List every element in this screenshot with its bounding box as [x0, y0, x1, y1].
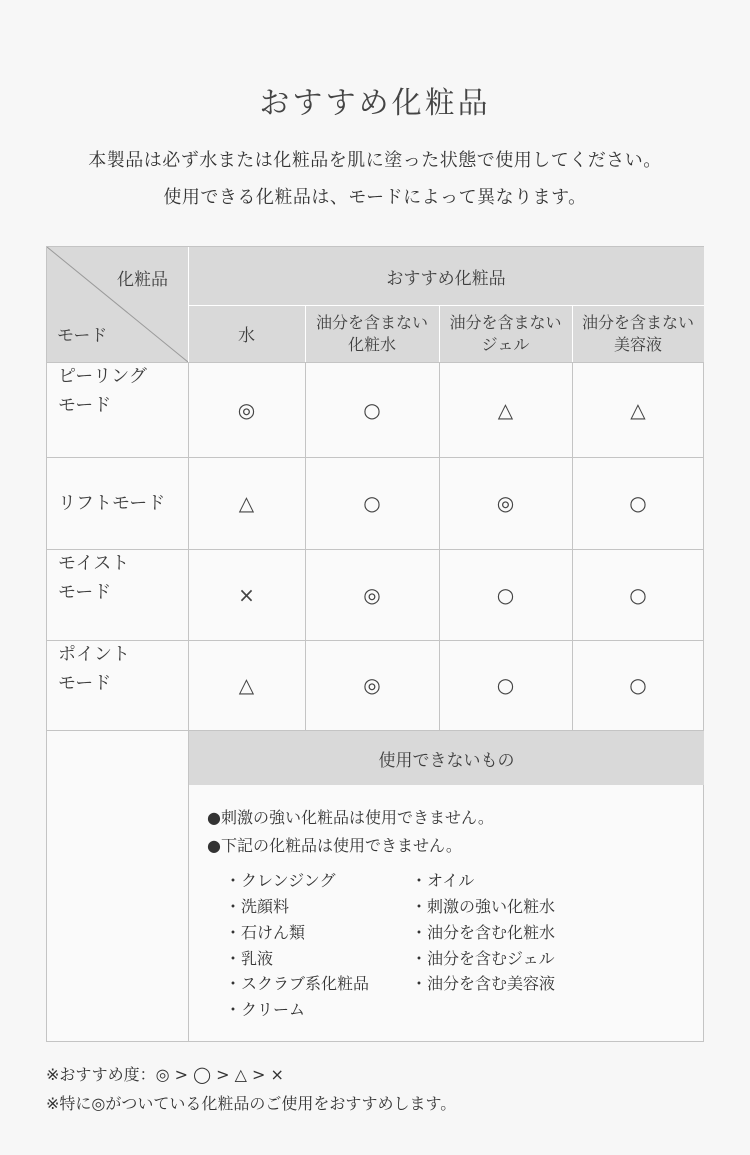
footnote-rating-scale: ※おすすめ度：◎ > ◯ > △ > ×: [46, 1065, 284, 1084]
list-item: ・洗顔料: [225, 897, 290, 916]
intro-line-1: 本製品は必ず水または化粧品を肌に塗った状態で使用してください。: [88, 150, 662, 171]
mark-moist-toner: ◎: [363, 582, 381, 607]
corner-header-cell: [47, 247, 188, 362]
list-item: ・クレンジング: [225, 871, 336, 890]
mode-moist: モイスト モード: [58, 553, 130, 603]
list-item: ・クリーム: [225, 1000, 306, 1019]
corner-label-mode: モード: [57, 326, 108, 346]
footnote-recommendation: ※特に◎がついている化粧品のご使用をおすすめします。: [46, 1094, 457, 1113]
unusable-header: 使用できないもの: [189, 731, 704, 785]
mark-moist-water: ×: [238, 582, 255, 607]
unusable-note-1: ●刺激の強い化粧品は使用できません。: [207, 808, 494, 827]
mode-point: ポイント モード: [58, 644, 130, 694]
compatibility-table: [46, 246, 704, 1042]
mode-lift: リフトモード: [58, 492, 166, 514]
list-item: ・油分を含むジェル: [411, 949, 555, 968]
corner-label-cosmetics: 化粧品: [117, 270, 168, 290]
column-header-water: 水: [188, 305, 305, 362]
mark-peeling-gel: △: [497, 397, 514, 422]
list-item: ・刺激の強い化粧水: [411, 897, 556, 916]
list-item: ・スクラブ系化粧品: [225, 974, 370, 993]
mark-point-water: △: [238, 673, 255, 697]
mark-lift-toner: ○: [363, 491, 381, 515]
list-item: ・乳液: [225, 949, 274, 968]
list-item: ・石けん類: [225, 923, 306, 942]
column-header-serum: 油分を含まない 美容液: [572, 305, 704, 362]
mark-moist-serum: ○: [629, 582, 647, 607]
mark-lift-serum: ○: [629, 491, 647, 515]
mark-peeling-toner: ○: [363, 397, 381, 422]
mark-peeling-serum: △: [630, 397, 646, 422]
list-item: ・オイル: [411, 871, 475, 890]
page-title: おすすめ化粧品: [259, 86, 491, 121]
mark-lift-gel: ◎: [496, 491, 515, 515]
mark-peeling-water: ◎: [237, 397, 256, 422]
mark-point-toner: ◎: [363, 673, 381, 697]
mark-point-gel: ○: [496, 673, 515, 697]
group-header-recommended: おすすめ化粧品: [188, 247, 704, 305]
unusable-note-2: ●下記の化粧品は使用できません。: [207, 836, 462, 855]
mark-point-serum: ○: [629, 673, 647, 697]
list-item: ・油分を含む化粧水: [411, 923, 556, 942]
column-header-toner: 油分を含まない 化粧水: [305, 305, 439, 362]
mode-peeling: ピーリング モード: [58, 366, 147, 416]
mark-lift-water: △: [238, 491, 255, 515]
list-item: ・油分を含む美容液: [411, 974, 556, 993]
mark-moist-gel: ○: [496, 582, 515, 607]
column-header-gel: 油分を含まない ジェル: [439, 305, 572, 362]
intro-line-2: 使用できる化粧品は、モードによって異なります。: [163, 187, 587, 208]
